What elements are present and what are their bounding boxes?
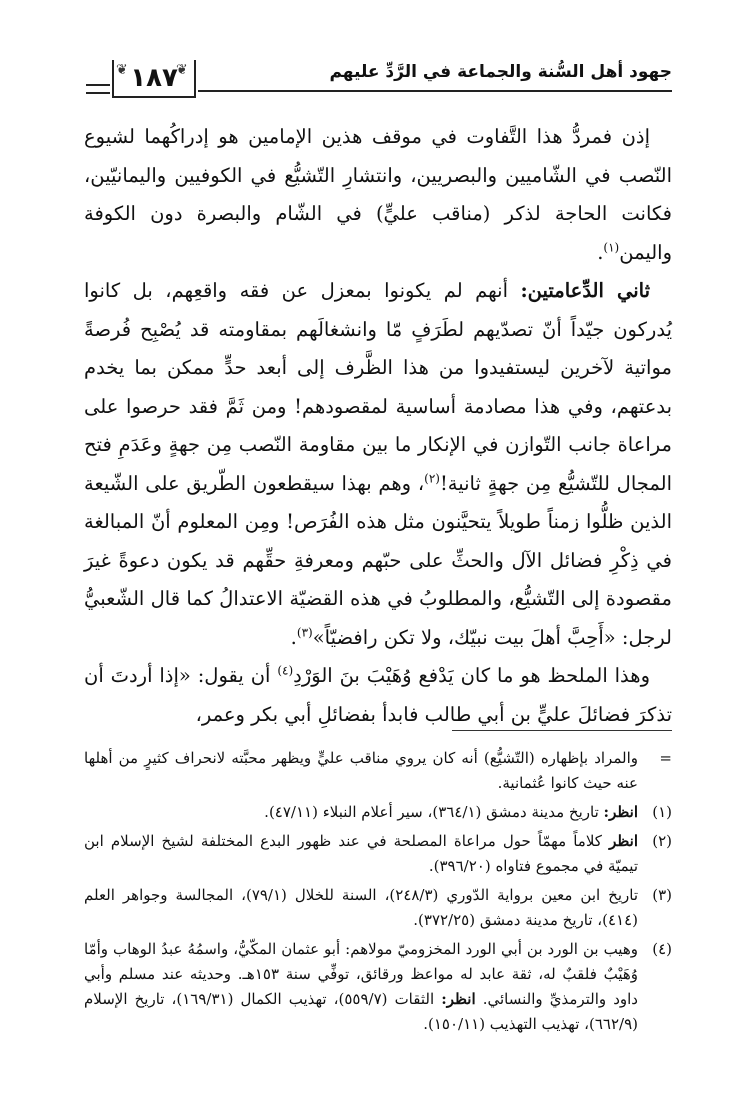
paragraph-1 bbox=[84, 118, 672, 272]
footnote-mark: (٣) bbox=[652, 886, 672, 904]
paragraph-1-end: . bbox=[597, 240, 604, 264]
footnote-ref-1[interactable]: (١) bbox=[603, 240, 620, 254]
footnote-text bbox=[84, 937, 638, 1037]
footnote-text bbox=[84, 829, 638, 879]
paragraph-3-text-b: أن يقول: «إذا أردتَ أن تذكرَ فضائلَ عليٍّ بن أبي طالب فابدأ بفضائلِ أبي بكر وعمر، bbox=[84, 664, 672, 726]
paragraph-3 bbox=[84, 657, 672, 734]
footnote-mark: (١) bbox=[652, 803, 672, 821]
paragraph-2-text-b: ، وهم بهذا سيقطعون الطّريق على الشّيعة الذين ظلُّوا زمناً طويلاً يتحيَّنون مثل هذه الفُرَص! ومِن المعلوم أنّ المبالغة في ذِكْرِ فضائل الآل والحثِّ على حبّهم ومعرفةِ حقِّهم قد يكون دعوةً غيرَ مقصودة إلى التّشيُّع، والمطلوبُ في هذه القضيّة الاعتدالُ كما قال الشّعبيُّ لرجل: «أَحِبَّ أهلَ بيت نبيّك، ولا تكن رافضيّاً» bbox=[84, 471, 672, 649]
footnote-body: كلاماً مهمّاً حول مراعاة المصلحة في عند ظهور البدع المختلفة لشيخ الإسلام ابن تيميّة في مجموع فتاواه (٣٩٦/٢٠). bbox=[84, 832, 638, 875]
footnote-mark: (٢) bbox=[652, 832, 672, 850]
footnote-lead: انظر: bbox=[441, 990, 476, 1008]
footnote-lead: انظر bbox=[609, 832, 638, 850]
footnote-body-2: الثقات (٥٥٩/٧)، تهذيب الكمال (١٦٩/٣١)، تاريخ الإسلام (٦٦٢/٩)، تهذيب التهذيب (١٥٠/١١). bbox=[84, 990, 638, 1033]
footnote-continuation bbox=[84, 746, 672, 796]
footnote-body: والمراد بإظهاره (التّشيُّع) أنه كان يروي مناقب عليٍّ ويظهر محبَّته لانحراف كثيرٍ من أهلها عنه حيث كانوا عُثمانية. bbox=[84, 749, 638, 792]
footnote-body: تاريخ ابن معين برواية الدّوري (٢٤٨/٣)، السنة للخلال (٧٩/١)، المجالسة وجواهر العلم (٤١٤)، تاريخ مدينة دمشق (٣٧٢/٢٥). bbox=[84, 886, 638, 929]
footnote-text bbox=[84, 800, 638, 825]
paragraph-1-text: إذن فمردُّ هذا التَّفاوت في موقف هذين الإمامين هو إدراكُهما لشيوع النّصب في الشّاميين والبصريين، وانتشارِ التّشيُّع في الكوفيين واليمانيّين، فكانت الحاجة لذكر (مناقب عليٍّ) في الشّام والبصرة دون الكوفة واليمن bbox=[84, 125, 672, 264]
header-rule bbox=[198, 90, 672, 92]
ornament-icon: ❦ bbox=[176, 62, 188, 78]
footnote-body: وهيب بن الورد بن أبي الورد المخزوميّ مولاهم: أبو عثمان المكّيُّ، واسمُهُ عبدُ الوهاب وأمّا وُهَيْبٌ فلقبٌ له، ثقة عابد له مواعظ ورقائق، توفِّي سنة ١٥٣هـ. وحديثه عند مسلم وأبي داود والترمذيِّ والنسائي. bbox=[84, 940, 638, 1008]
header-double-rule bbox=[86, 84, 110, 94]
paragraph-2 bbox=[84, 272, 672, 657]
footnote-ref-3[interactable]: (٣) bbox=[296, 625, 313, 639]
page-number-box bbox=[112, 60, 196, 98]
footnote-text bbox=[84, 883, 638, 933]
page-number: ١٨٧ bbox=[130, 63, 178, 93]
footnote-mark: = bbox=[659, 749, 672, 767]
paragraph-2-end: . bbox=[290, 625, 297, 649]
footnote-2 bbox=[84, 829, 672, 879]
ornament-icon: ❦ bbox=[116, 62, 128, 78]
footnote-ref-4[interactable]: (٤) bbox=[277, 663, 294, 678]
paragraph-2-lead: ثاني الدِّعامتين: bbox=[520, 279, 651, 302]
paragraph-3-text-a: وهذا الملحظ هو ما كان يَدْفع وُهَيْبَ بنَ الوَرْدِ bbox=[293, 664, 650, 687]
footnote-body: تاريخ مدينة دمشق (٣٦٤/١)، سير أعلام النبلاء (٤٧/١١). bbox=[264, 803, 604, 821]
main-text bbox=[84, 118, 672, 734]
footnotes bbox=[84, 746, 672, 1041]
paragraph-2-text-a: أنهم لم يكونوا بمعزل عن فقه واقعِهم، بل كانوا يُدركون جيّداً أنّ تصدّيهم لطَرَفٍ مّا وانشغالَهم بمقاومته قد يُصْبِح فُرصةً مواتية لآخرين ليستفيدوا من هذا الظَّرف إلى أبعد حدٍّ ممكن بما يخدم بدعتهم، وفي هذا مصادمة أساسية لمقصودهم! ومن ثَمَّ فقد حرصوا على مراعاة جانب التّوازن في الإنكار ما بين مقاومة النّصب مِن جهةٍ وعَدَمِ فتح المجال للتّشيُّع مِن جهةٍ ثانية! bbox=[84, 279, 673, 495]
footnote-3 bbox=[84, 883, 672, 933]
footnote-text bbox=[84, 746, 638, 796]
footnote-ref-2[interactable]: (٢) bbox=[424, 471, 440, 485]
footnote-separator bbox=[452, 730, 672, 731]
footnote-mark: (٤) bbox=[652, 940, 672, 958]
running-title: جهود أهل السُّنة والجماعة في الرَّدِّ عليهم bbox=[329, 62, 672, 82]
footnote-1 bbox=[84, 800, 672, 825]
footnote-4 bbox=[84, 937, 672, 1037]
footnote-lead: انظر: bbox=[603, 803, 638, 821]
